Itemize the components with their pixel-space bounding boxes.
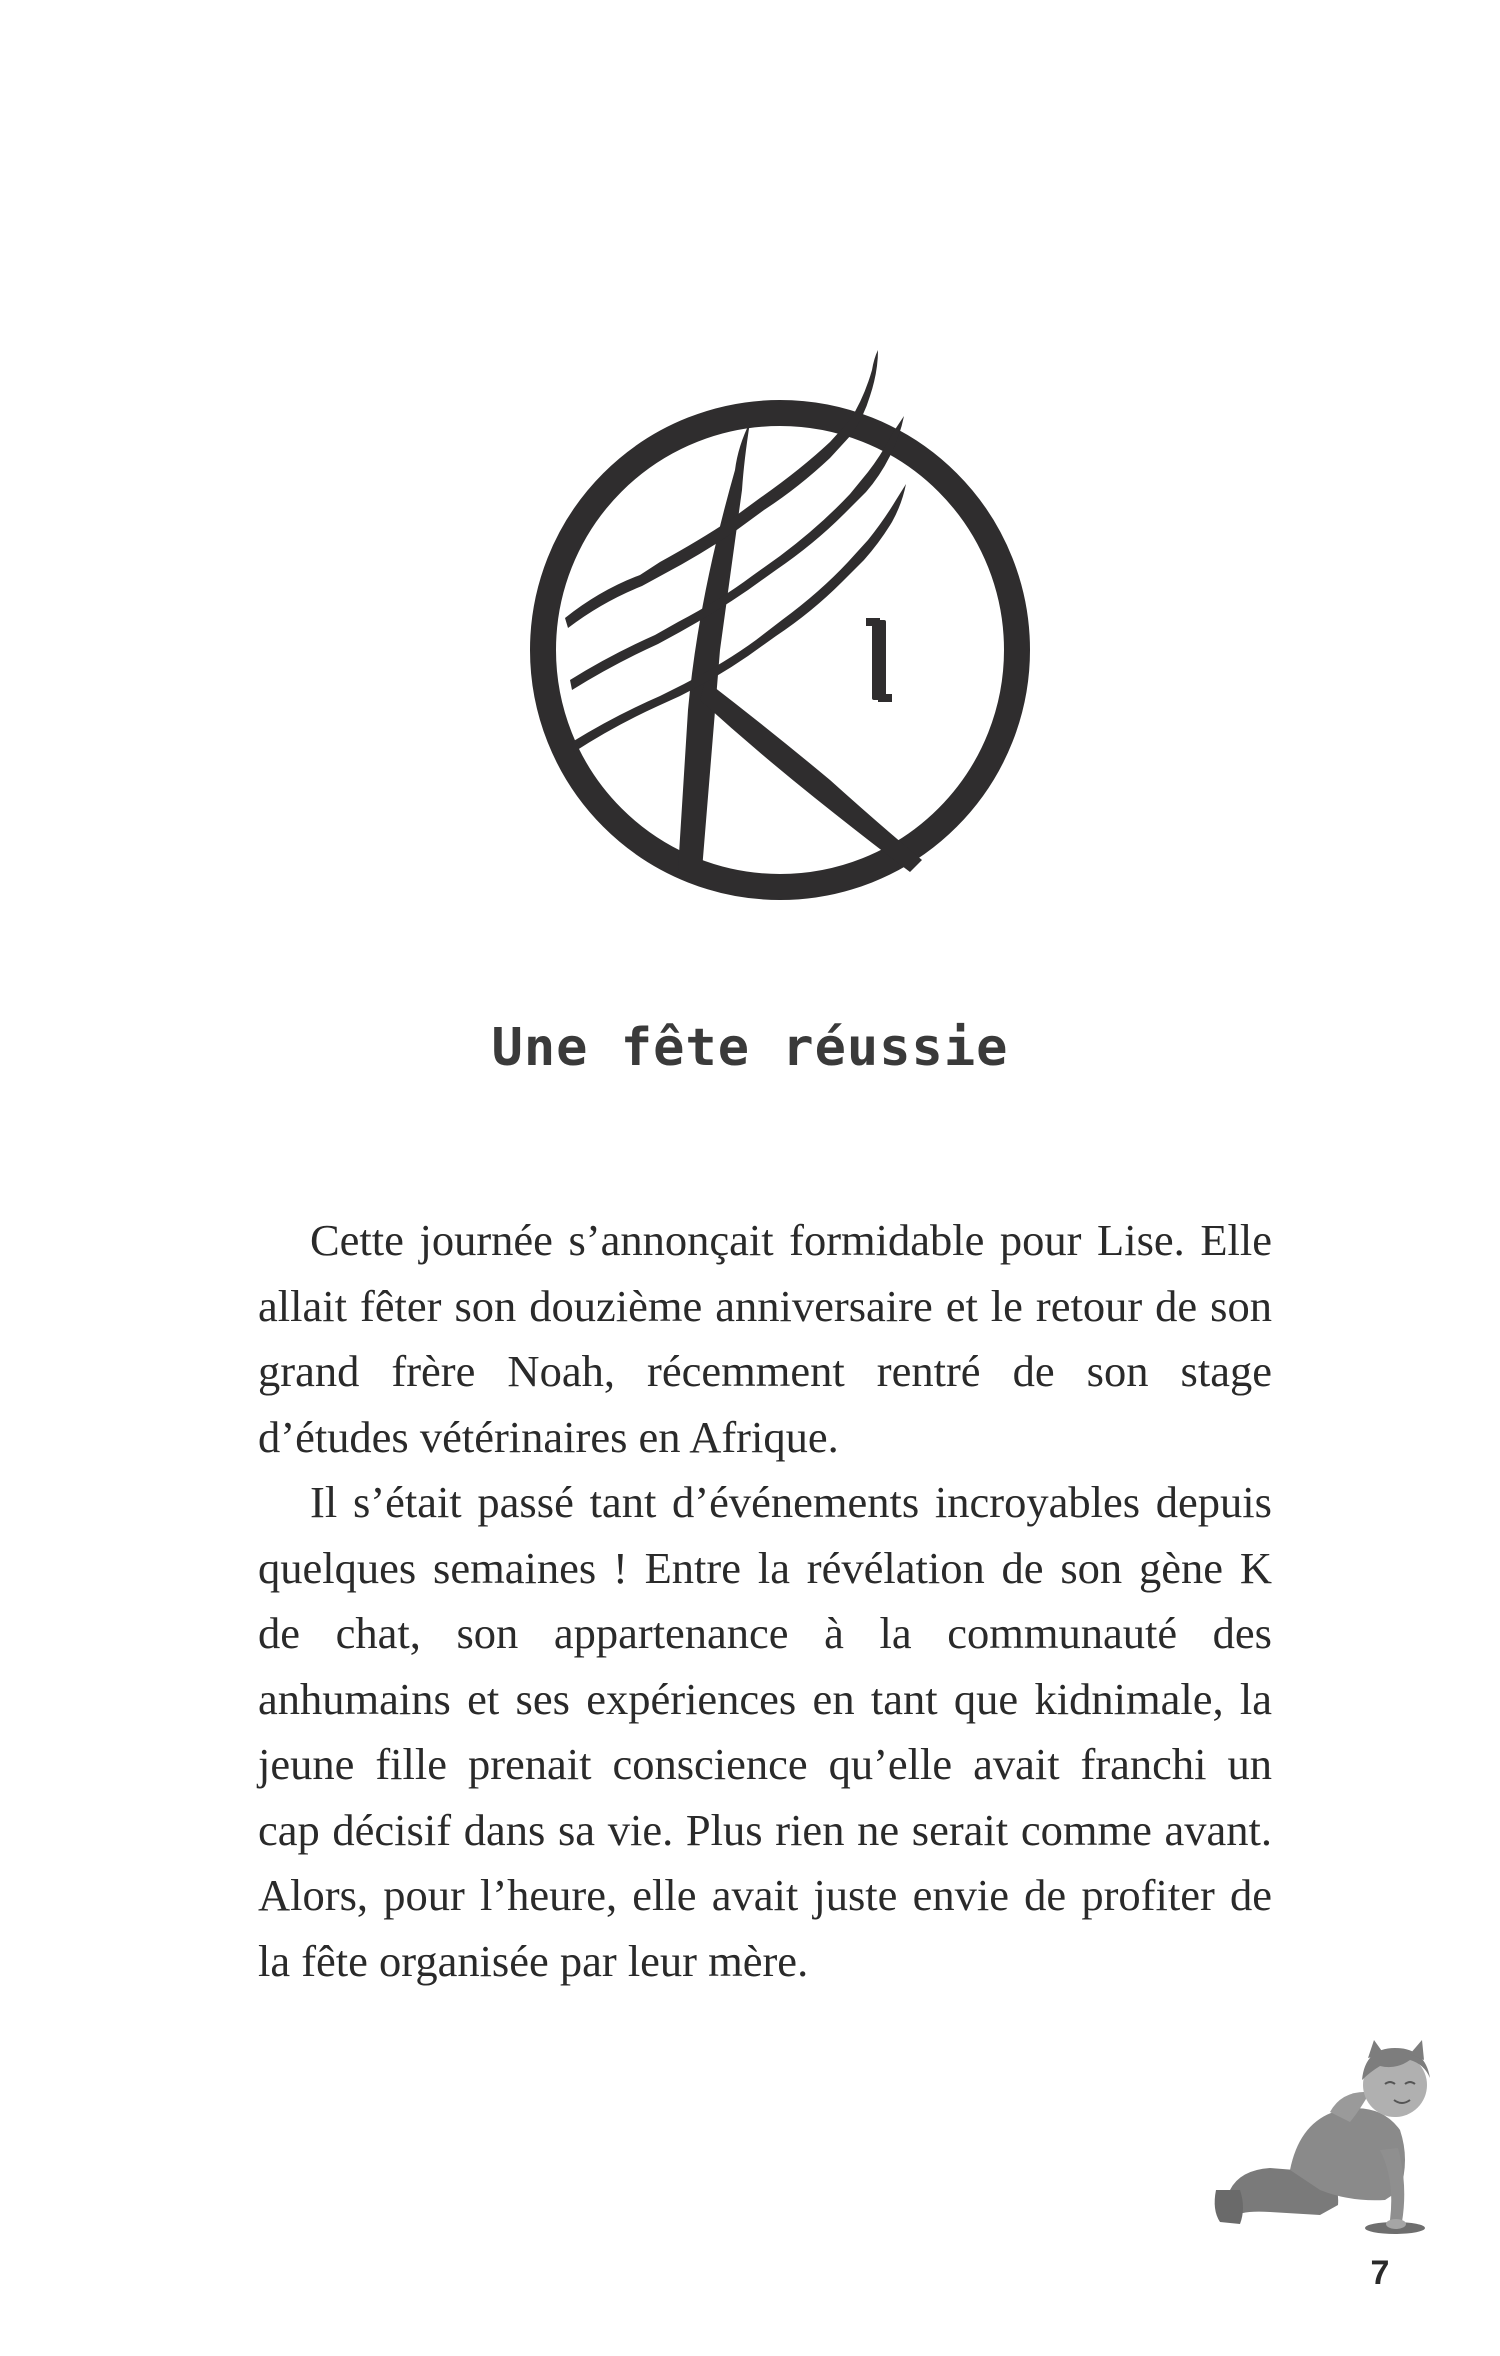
paragraph: Il s’était passé tant d’événements incroyables depuis quelques semaines ! Entre la révélation de son gène K de chat, son appartenance à la communauté des anhumains et ses expériences en tant que kidnimale, la jeune fille prenait conscience qu’elle avait franchi un cap décisif dans sa vie. Plus rien ne serait comme avant. Alors, pour l’heure, elle avait juste envie de profiter de la fête organisée par leur mère.	[258, 1477, 1272, 1986]
scratch-mark	[570, 416, 904, 690]
figure-foot	[1215, 2190, 1243, 2224]
kneeling-girl-illustration-icon	[1210, 2040, 1450, 2240]
page-number: 7	[1370, 2254, 1390, 2292]
k-leg	[700, 680, 922, 872]
k-stem	[678, 422, 750, 870]
chapter-title: Une fête réussie	[491, 1018, 1009, 1078]
paragraph: Cette journée s’annonçait formidable pour Lise. Elle allait fêter son douzième anniversaire et le retour de son grand frère Noah, récemment rentré de son stage d’études vétérinaires en Afrique.	[258, 1215, 1272, 1462]
chapter-emblem-icon	[530, 350, 1050, 900]
chapter-number-mark	[872, 620, 886, 700]
body-text	[258, 1208, 1272, 1994]
